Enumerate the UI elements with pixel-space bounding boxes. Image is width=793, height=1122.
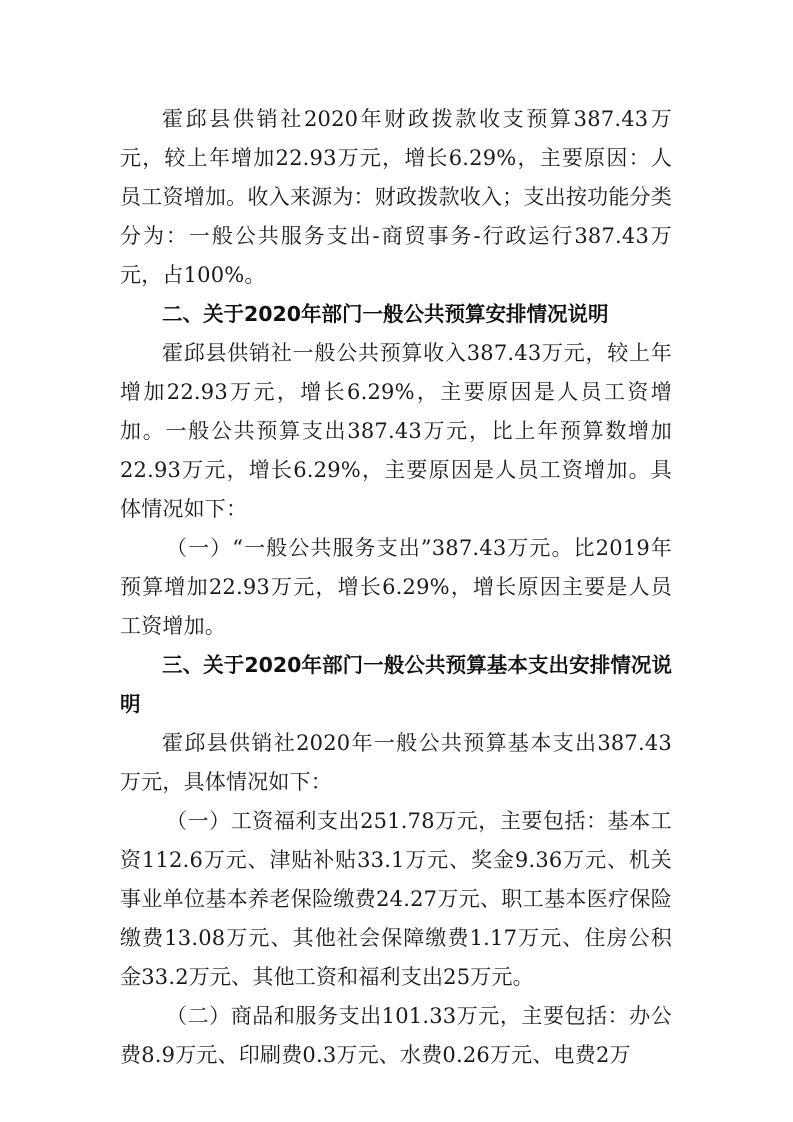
goods-services-paragraph: （二）商品和服务支出101.33万元，主要包括：办公费8.9万元、印刷费0.3万元、水费0.26万元、电费2万 [120, 1004, 672, 1067]
section-heading-basic-expense: 三、关于2020年部门一般公共预算基本支出安排情况说明 [120, 653, 672, 716]
salary-welfare-paragraph: （一）工资福利支出251.78万元，主要包括：基本工资112.6万元、津贴补贴33.1万元、奖金9.36万元、机关事业单位基本养老保险缴费24.27万元、职工基本医疗保险缴费13.08万元、其他社会保障缴费1.17万元、住房公积金33.2万元、其他工资和福利支出25万元。 [120, 809, 672, 989]
budget-overview-paragraph: 霍邱县供销社2020年财政拨款收支预算387.43万元，较上年增加22.93万元，增长6.29%，主要原因：人员工资增加。收入来源为：财政拨款收入；支出按功能分类分为：一般公共服务支出-商贸事务-行政运行387.43万元，占100%。 [120, 107, 672, 287]
basic-expense-paragraph: 霍邱县供销社2020年一般公共预算基本支出387.43万元，具体情况如下： [120, 731, 672, 794]
document-body [120, 100, 672, 1075]
general-budget-paragraph: 霍邱县供销社一般公共预算收入387.43万元，较上年增加22.93万元，增长6.29%，主要原因是人员工资增加。一般公共预算支出387.43万元，比上年预算数增加22.93万元，增长6.29%，主要原因是人员工资增加。具体情况如下： [120, 341, 672, 521]
section-heading-general-budget: 二、关于2020年部门一般公共预算安排情况说明 [162, 302, 609, 326]
public-service-expense-paragraph: （一）“一般公共服务支出”387.43万元。比2019年预算增加22.93万元，增长6.29%，增长原因主要是人员工资增加。 [120, 536, 672, 638]
